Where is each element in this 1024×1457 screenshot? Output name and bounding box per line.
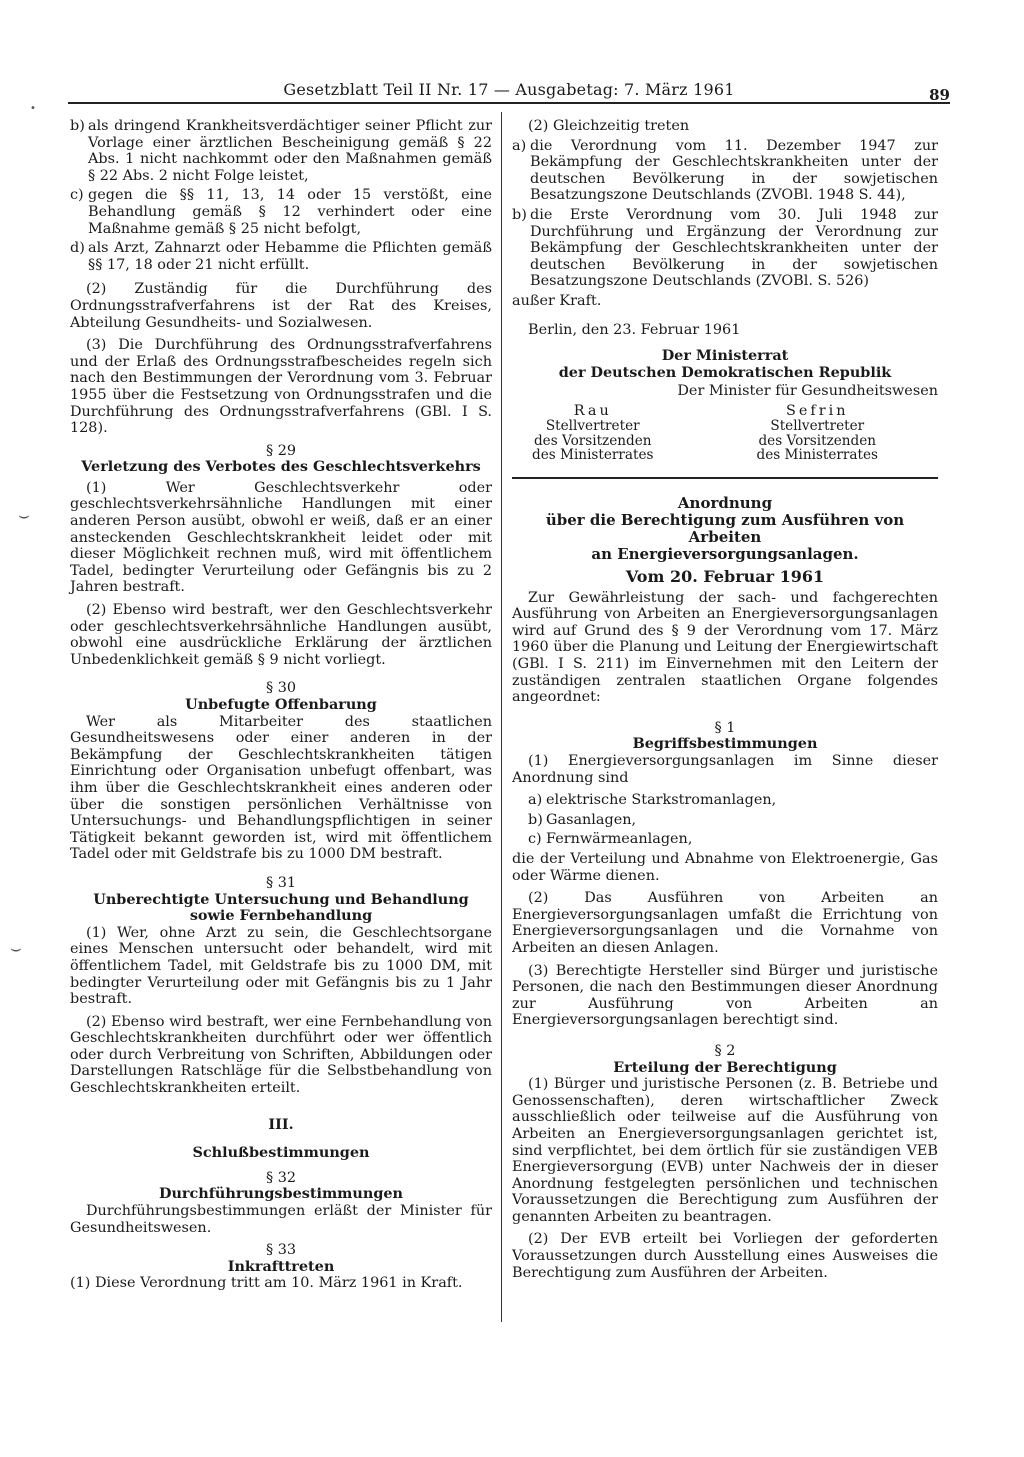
section-number: § 1: [714, 719, 736, 736]
minister-title: Der Minister für Gesundheitswesen: [677, 383, 938, 400]
item-label: b): [70, 118, 85, 134]
margin-mark: ⌣: [10, 938, 22, 959]
section-number: § 32: [265, 1169, 297, 1186]
list-item: [70, 240, 492, 273]
paragraph: (1) Bürger und juristische Personen (z. B. Betriebe und Genossenschaften), deren wirtschaftlicher Zweck ausschließlich oder teilweise auf die Ausführung von Arbeiten an Energieversorgungsanlagen gerichtet ist, sind verpflichtet, bei dem örtlich für sie zuständigen VEB Energieversorgung (EVB) unter Nachweis der in dieser Anordnung festgelegten persönlichen und technischen Voraussetzungen die Berechtigung zum Ausführen der genannten Arbeiten zu beantragen.: [512, 1076, 938, 1225]
section-heading: Unbefugte Offenbarung: [185, 696, 377, 713]
paragraph: (3) Die Durchführung des Ordnungsstrafverfahrens und der Erlaß des Ordnungsstrafbescheides regeln sich nach den Bestimmungen der Verordnung vom 3. Februar 1955 über die Festsetzung von Ordnungsstrafen und die Durchführung des Ordnungsstrafverfahrens (GBl. I S. 128).: [70, 337, 492, 437]
section-number: § 33: [265, 1242, 297, 1259]
paragraph: (2) Gleichzeitig treten: [528, 118, 690, 134]
list-item: [70, 118, 492, 184]
list-item: [70, 187, 492, 237]
list-item: [512, 831, 938, 848]
decree-subtitle: über die Berechtigung zum Ausführen von Arbeiten: [545, 511, 905, 547]
section-divider: [512, 477, 938, 479]
section-heading: Verletzung des Verbotes des Geschlechtsverkehrs: [81, 458, 481, 476]
signature-right: [757, 404, 878, 463]
signatory-name: Rau: [573, 402, 612, 419]
decree-title: Anordnung: [677, 494, 773, 513]
paragraph: (1) Wer Geschlechtsverkehr oder geschlechtsverkehrsähnliche Handlungen mit einer anderen Person ausübt, obwohl er weiß, daß er an einer ansteckenden Geschlechtskrankheit leidet oder mit dieser Möglichkeit rechnen muß, wird mit öffentlichem Tadel, bedingter Verurteilung oder Gefängnis bis zu 2 Jahren bestraft.: [70, 479, 492, 596]
item-label: d): [70, 240, 85, 257]
decree-subtitle: an Energieversorgungsanlagen.: [591, 545, 859, 564]
signatory-role: Stellvertreter: [770, 417, 865, 434]
item-text: die Verordnung vom 11. Dezember 1947 zur Bekämpfung der Geschlechtskrankheiten unter der deutschen Bevölkerung in der sowjetischen Besatzungszone Deutschlands (ZVOBl. 1948 S. 44),: [530, 137, 938, 204]
signatory-role: des Ministerrates: [532, 447, 654, 464]
paragraph: (1) Diese Verordnung tritt am 10. März 1961 in Kraft.: [70, 1275, 463, 1292]
signature-left: [532, 404, 653, 463]
item-label: c): [70, 187, 84, 204]
signatory-role: des Vorsitzenden: [758, 432, 877, 449]
paragraph: die der Verteilung und Abnahme von Elektroenergie, Gas oder Wärme dienen.: [512, 851, 938, 884]
margin-dot: •: [30, 103, 36, 114]
paragraph: (2) Zuständig für die Durchführung des Ordnungsstrafverfahrens ist der Rat des Kreises, Abteilung Gesundheits- und Sozialwesen.: [70, 281, 492, 331]
list-item: [512, 138, 938, 204]
item-text: als dringend Krankheitsverdächtiger seiner Pflicht zur Vorlage einer ärztlichen Bescheinigung gemäß § 22 Abs. 1 nicht nachkommt oder den Maßnahmen gemäß § 22 Abs. 2 nicht Folge leistet,: [88, 118, 492, 184]
section-heading: Durchführungsbestimmungen: [158, 1185, 404, 1203]
header-title: Gesetzblatt Teil II Nr. 17 — Ausgabetag: 7. März 1961: [283, 80, 735, 99]
council-title: Der Ministerrat: [661, 347, 789, 365]
item-label: c): [528, 831, 542, 848]
list-item: [512, 812, 938, 829]
section-number: § 30: [265, 680, 297, 697]
decree-date: Vom 20. Februar 1961: [625, 567, 825, 587]
margin-mark: ⌣: [18, 505, 30, 526]
item-text: als Arzt, Zahnarzt oder Hebamme die Pflichten gemäß §§ 17, 18 oder 21 nicht erfüllt.: [88, 240, 492, 273]
item-text: gegen die §§ 11, 13, 14 oder 15 verstößt, eine Behandlung gemäß § 12 verhindert oder eine Maßnahme gemäß § 25 nicht befolgt,: [88, 187, 492, 237]
item-label: b): [528, 811, 543, 828]
paragraph: (2) Der EVB erteilt bei Vorliegen der geforderten Voraussetzungen durch Ausstellung eines Ausweises die Berechtigung zum Ausführen der Arbeiten.: [512, 1231, 938, 1281]
paragraph: (1) Wer, ohne Arzt zu sein, die Geschlechtsorgane eines Menschen untersucht oder behandelt, wird mit öffentlichem Tadel, mit Geldstrafe bis zu 1000 DM, mit bedingter Verurteilung oder mit Gefängnis bis zu 1 Jahr bestraft.: [70, 924, 492, 1008]
section-heading: Inkrafttreten: [227, 1257, 335, 1275]
section-heading: Unberechtigte Untersuchung und Behandlung sowie Fernbehandlung: [93, 890, 469, 925]
signatory-name: Sefrin: [786, 402, 849, 419]
council-subtitle: der Deutschen Demokratischen Republik: [558, 363, 892, 381]
signatory-role: des Ministerrates: [756, 447, 878, 464]
item-label: a): [512, 137, 527, 154]
list-item: [512, 207, 938, 290]
part-heading: Schlußbestimmungen: [192, 1144, 370, 1162]
page-header: [68, 80, 950, 104]
item-text: elektrische Starkstromanlagen,: [546, 792, 777, 809]
left-column: [70, 118, 492, 1298]
item-label: b): [512, 206, 527, 223]
item-text: Gasanlagen,: [546, 811, 637, 828]
paragraph: außer Kraft.: [512, 292, 602, 309]
place-date: Berlin, den 23. Februar 1961: [528, 321, 741, 338]
section-heading: Begriffsbestimmungen: [632, 735, 818, 753]
signatory-role: des Vorsitzenden: [533, 432, 652, 449]
paragraph: Durchführungsbestimmungen erläßt der Minister für Gesundheitswesen.: [70, 1203, 492, 1236]
item-text: Fernwärmeanlagen,: [546, 831, 693, 848]
paragraph: (3) Berechtigte Hersteller sind Bürger und juristische Personen, die nach den Bestimmungen dieser Anordnung zur Ausführung von Arbeiten an Energieversorgungsanlagen berechtigt sind.: [512, 962, 938, 1029]
list-item: [512, 792, 938, 809]
column-divider: [501, 112, 502, 1322]
paragraph: (2) Ebenso wird bestraft, wer den Geschlechtsverkehr oder geschlechtsverkehrsähnliche Handlungen ausübt, obwohl eine ausdrückliche Erklärung der ärztlichen Unbedenklichkeit gemäß § 9 nicht vorliegt.: [70, 602, 492, 668]
item-label: a): [528, 792, 543, 809]
signatures: [512, 404, 938, 463]
section-heading: Erteilung der Berechtigung: [613, 1058, 837, 1076]
right-column: [512, 118, 938, 1287]
paragraph: Wer als Mitarbeiter des staatlichen Gesundheitswesens oder einer anderen in der Bekämpfung der Geschlechtskrankheiten tätigen Einrichtung oder Organisation unbefugt offenbart, was ihm über die Geschlechtskrankheit eines anderen oder über die sonstigen persönlichen Verhältnisse von Untersuchungs- und Behandlungspflichtigen in seiner Tätigkeit bekannt geworden ist, wird mit öffentlichem Tadel oder mit Geldstrafe bis zu 1000 DM bestraft.: [70, 713, 492, 863]
section-number: § 29: [265, 442, 297, 459]
paragraph: (2) Ebenso wird bestraft, wer eine Fernbehandlung von Geschlechtskrankheiten durchführt oder wer öffentlich oder durch Verbreitung von Schriften, Abbildungen oder Darstellungen Ratschläge für die Selbstbehandlung von Geschlechtskrankheiten erteilt.: [70, 1013, 492, 1097]
page-number: 89: [929, 86, 950, 104]
part-number: III.: [268, 1115, 294, 1133]
paragraph: (2) Das Ausführen von Arbeiten an Energieversorgungsanlagen umfaßt die Errichtung von Energieversorgungsanlagen und die Vornahme von Arbeiten an diesen Anlagen.: [512, 890, 938, 956]
section-number: § 31: [265, 874, 297, 891]
signatory-role: Stellvertreter: [545, 417, 640, 434]
paragraph: Zur Gewährleistung der sach- und fachgerechten Ausführung von Arbeiten an Energieversorgungsanlagen wird auf Grund des § 9 der Verordnung vom 17. März 1960 über die Planung und Leitung der Energiewirtschaft (GBl. I S. 211) im Einvernehmen mit den Leitern der zuständigen zentralen staatlichen Organe folgendes angeordnet:: [512, 589, 938, 706]
section-number: § 2: [714, 1042, 736, 1059]
item-text: die Erste Verordnung vom 30. Juli 1948 zur Durchführung und Ergänzung der Verordnung zur Bekämpfung der Geschlechtskrankheiten unter der deutschen Bevölkerung in der sowjetischen Besatzungszone Deutschlands (ZVOBl. S. 526): [530, 206, 938, 290]
paragraph: (1) Energieversorgungsanlagen im Sinne dieser Anordnung sind: [512, 753, 938, 786]
